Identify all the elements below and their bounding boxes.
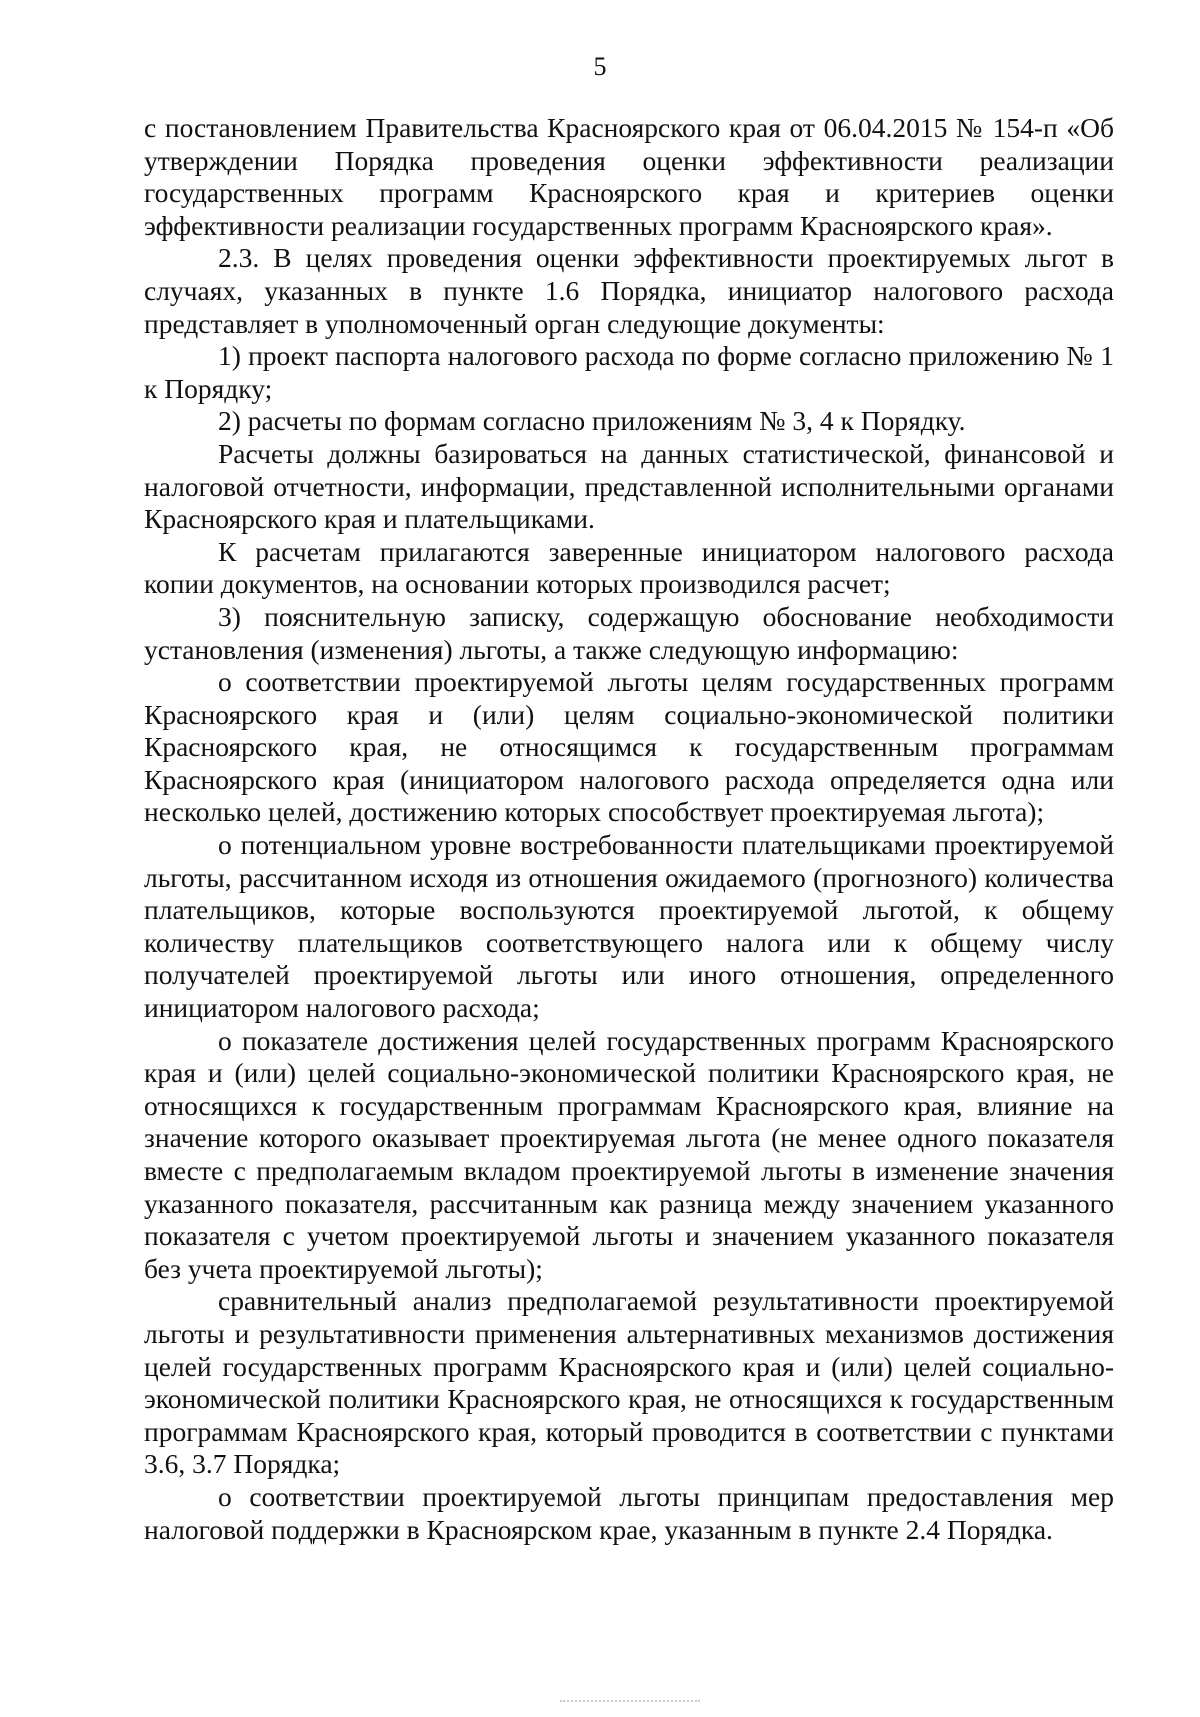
paragraph-item-3: 3) пояснительную записку, содержащую обоснование необходимости установления (изменения) льготы, а также следующую информацию: (144, 600, 1114, 665)
paragraph-principles-compliance: о соответствии проектируемой льготы принципам предоставления мер налоговой поддержки в Красноярском крае, указанным в пункте 2.4 Порядка. (144, 1480, 1114, 1545)
paragraph-item-2: 2) расчеты по формам согласно приложениям № 3, 4 к Порядку. (218, 405, 966, 437)
scan-artifact (560, 1700, 700, 1708)
paragraph-continuation: с постановлением Правительства Красноярского края от 06.04.2015 № 154-п «Об утверждении Порядка проведения оценки эффективности реализации государственных программ Красноярского края и критериев оценки эффективности реализации государственных программ Красноярского края». (144, 112, 1114, 241)
paragraph-goals-compliance: о соответствии проектируемой льготы целям государственных программ Красноярского края и (или) целям социально-экономической политики Красноярского края, не относящимся к государственным программам Красноярского края (инициатором налогового расхода определяется одна или несколько целей, достижению которых способствует проектируемая льгота); (144, 666, 1114, 828)
paragraph-demand-level: о потенциальном уровне востребованности плательщиками проектируемой льготы, рассчитанном исходя из отношения ожидаемого (прогнозного) количества плательщиков, которые воспользуются проектируемой льготой, к общему количеству плательщиков соответствующего налога или к общему числу получателей проектируемой льготы или иного отношения, определенного инициатором налогового расхода; (144, 829, 1114, 1024)
paragraph-clause-2-3: 2.3. В целях проведения оценки эффективности проектируемых льгот в случаях, указанных в пункте 1.6 Порядка, инициатор налогового расхода представляет в уполномоченный орган следующие документы: (144, 242, 1114, 339)
paragraph-achievement-indicator: о показателе достижения целей государственных программ Красноярского края и (или) целей социально-экономической политики Красноярского края, не относящихся к государственным программам Красноярского края, влияние на значение которого оказывает проектируемая льгота (не менее одного показателя вместе с предполагаемым вкладом проектируемой льготы в изменение значения указанного показателя, рассчитанным как разница между значением указанного показателя с учетом проектируемой льготы и значением указанного показателя без учета проектируемой льготы); (144, 1024, 1114, 1284)
paragraph-calculations-basis: Расчеты должны базироваться на данных статистической, финансовой и налоговой отчетности, информации, представленной исполнительными органами Красноярского края и плательщиками. (144, 437, 1114, 535)
paragraph-comparative-analysis: сравнительный анализ предполагаемой результативности проектируемой льготы и результативности применения альтернативных механизмов достижения целей государственных программ Красноярского края и (или) целей социально-экономической политики Красноярского края, не относящихся к государственным программам Красноярского края, который проводится в соответствии с пунктами 3.6, 3.7 Порядка; (144, 1285, 1114, 1480)
page-number: 5 (593, 52, 607, 81)
paragraph-calculations-attachments: К расчетам прилагаются заверенные инициатором налогового расхода копии документов, на основании которых производился расчет; (144, 535, 1114, 600)
paragraph-item-1: 1) проект паспорта налогового расхода по форме согласно приложению № 1 к Порядку; (144, 340, 1114, 404)
document-body (144, 112, 1114, 1546)
